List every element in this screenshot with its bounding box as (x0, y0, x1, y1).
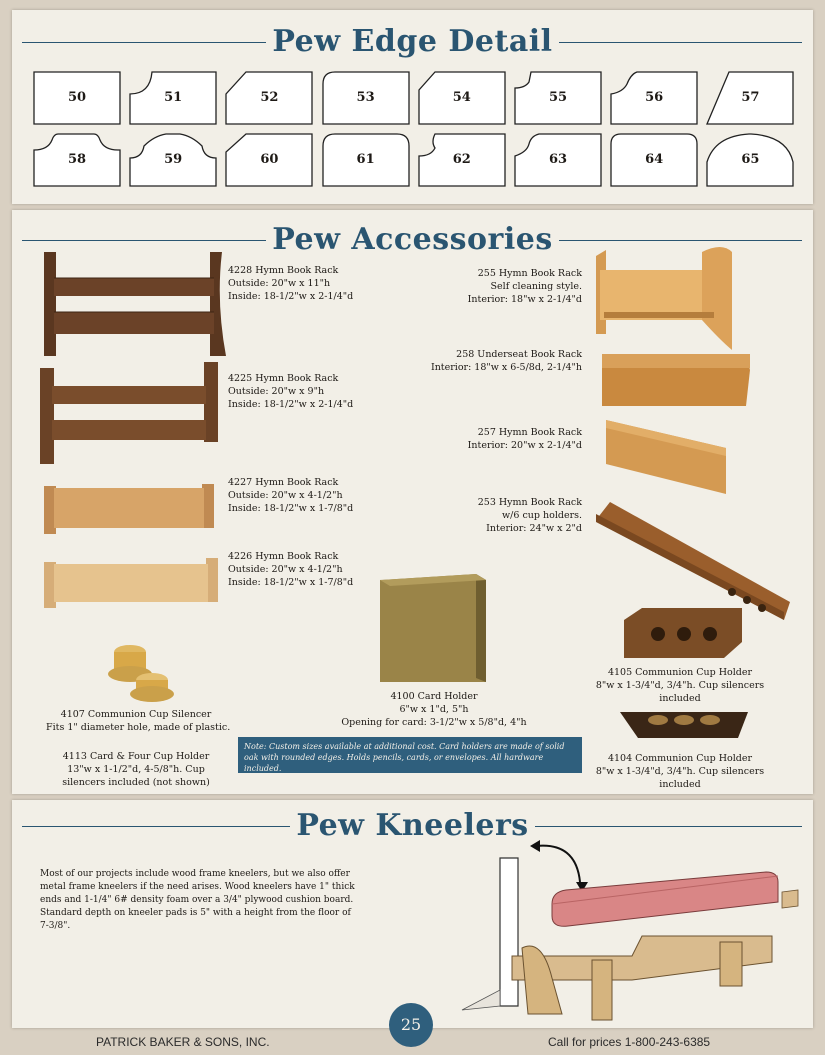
edge-profile-60 (224, 132, 314, 188)
edge-profile-number: 54 (452, 90, 471, 105)
edge-detail-heading: Pew Edge Detail (12, 24, 813, 59)
edge-profile-53 (321, 70, 411, 126)
accessories-heading: Pew Accessories (12, 222, 813, 257)
edge-profile-50 (32, 70, 122, 126)
edge-profile-number: 52 (260, 90, 279, 105)
rack-4225-image (38, 362, 220, 466)
rack-258-image (596, 350, 754, 412)
edge-profile-number: 64 (645, 152, 664, 167)
edge-profile-number: 56 (645, 90, 664, 105)
edge-profile-52 (224, 70, 314, 126)
edge-profile-number: 60 (260, 152, 279, 167)
cup-holder-4105-image (620, 606, 744, 660)
caption-4105: 4105 Communion Cup Holder 8"w x 1-3/4"d, 3/4"h. Cup silencers included (595, 667, 765, 704)
accessories-panel (12, 210, 813, 794)
caption-4226: 4226 Hymn Book Rack Outside: 20"w x 4-1/2"h Inside: 18-1/2"w x 1-7/8"d (228, 551, 354, 588)
edge-profile-62 (417, 132, 507, 188)
caption-4227: 4227 Hymn Book Rack Outside: 20"w x 4-1/2"h Inside: 18-1/2"w x 1-7/8"d (228, 477, 354, 514)
edge-profile-64 (609, 132, 699, 188)
edge-profile-number: 50 (67, 90, 87, 105)
caption-258: 258 Underseat Book Rack Interior: 18"w x 6-5/8d, 2-1/4"h (430, 349, 582, 373)
footer-company: PATRICK BAKER & SONS, INC. (96, 1035, 270, 1049)
edge-profile-59 (128, 132, 218, 188)
edge-profile-54 (417, 70, 507, 126)
edge-profile-number: 57 (741, 90, 760, 105)
caption-4228: 4228 Hymn Book Rack Outside: 20"w x 11"h Inside: 18-1/2"w x 2-1/4"d (228, 265, 354, 302)
edge-profile-number: 59 (164, 152, 183, 167)
kneeler-illustration (452, 838, 802, 1026)
rack-4228-image (40, 250, 226, 362)
edge-profile-number: 63 (548, 152, 568, 167)
caption-253: 253 Hymn Book Rack w/6 cup holders. Interior: 24"w x 2"d (477, 497, 582, 534)
edge-profile-number: 53 (356, 90, 375, 105)
edge-profile-number: 55 (548, 90, 568, 105)
rack-255-image (594, 242, 744, 354)
caption-4113: 4113 Card & Four Cup Holder 13"w x 1-1/2"d, 4-5/8"h. Cup silencers included (not shown) (62, 751, 210, 788)
caption-4107: 4107 Communion Cup Silencer Fits 1" diameter hole, made of plastic. (46, 709, 231, 733)
caption-4225: 4225 Hymn Book Rack Outside: 20"w x 9"h Inside: 18-1/2"w x 2-1/4"d (228, 373, 354, 410)
edge-profile-number: 65 (741, 152, 760, 167)
edge-profile-57 (705, 70, 795, 126)
caption-4100: 4100 Card Holder 6"w x 1"d, 5"h Opening for card: 3-1/2"w x 5/8"d, 4"h (341, 691, 527, 728)
footer-call: Call for prices 1-800-243-6385 (548, 1035, 711, 1049)
edge-profile-56 (609, 70, 699, 126)
edge-profile-55 (513, 70, 603, 126)
edge-profile-51 (128, 70, 218, 126)
kneelers-heading: Pew Kneelers (12, 808, 813, 843)
edge-profile-61 (321, 132, 411, 188)
caption-255: 255 Hymn Book Rack Self cleaning style. Interior: 18"w x 2-1/4"d (467, 268, 582, 305)
edge-profile-65 (705, 132, 795, 188)
edge-profile-number: 58 (67, 152, 87, 167)
rack-4226-image (42, 556, 220, 612)
page-number: 25 (389, 1003, 433, 1047)
cup-holder-4104-image (616, 706, 752, 746)
kneelers-panel (12, 800, 813, 1028)
rack-4227-image (42, 482, 216, 538)
caption-4104: 4104 Communion Cup Holder 8"w x 1-3/4"d, 3/4"h. Cup silencers included (595, 753, 765, 790)
accessories-note: Note: Custom sizes available at additional cost. Card holders are made of solid oak with rounded edges. Holds pencils, cards, or envelopes. All hardware included. (238, 737, 582, 773)
rack-257-image (602, 418, 730, 496)
edge-profile-58 (32, 132, 122, 188)
edge-profile-number: 61 (356, 152, 375, 167)
edge-detail-panel (12, 10, 813, 204)
kneelers-description: Most of our projects include wood frame kneelers, but we also offer metal frame kneelers if the need arises. Wood kneelers have 1" thick ends and 1-1/4" 6# density foam over a 3/4" plywood cushion board. Standard depth on kneeler pads is 5" with a height from the floor of 7-3/8". (40, 869, 355, 931)
caption-257: 257 Hymn Book Rack Interior: 20"w x 2-1/4"d (467, 427, 582, 451)
edge-profile-number: 51 (164, 90, 183, 105)
edge-profile-63 (513, 132, 603, 188)
card-holder-4100-image (376, 572, 494, 686)
cup-silencer-image (102, 640, 182, 704)
edge-profile-number: 62 (452, 152, 471, 167)
